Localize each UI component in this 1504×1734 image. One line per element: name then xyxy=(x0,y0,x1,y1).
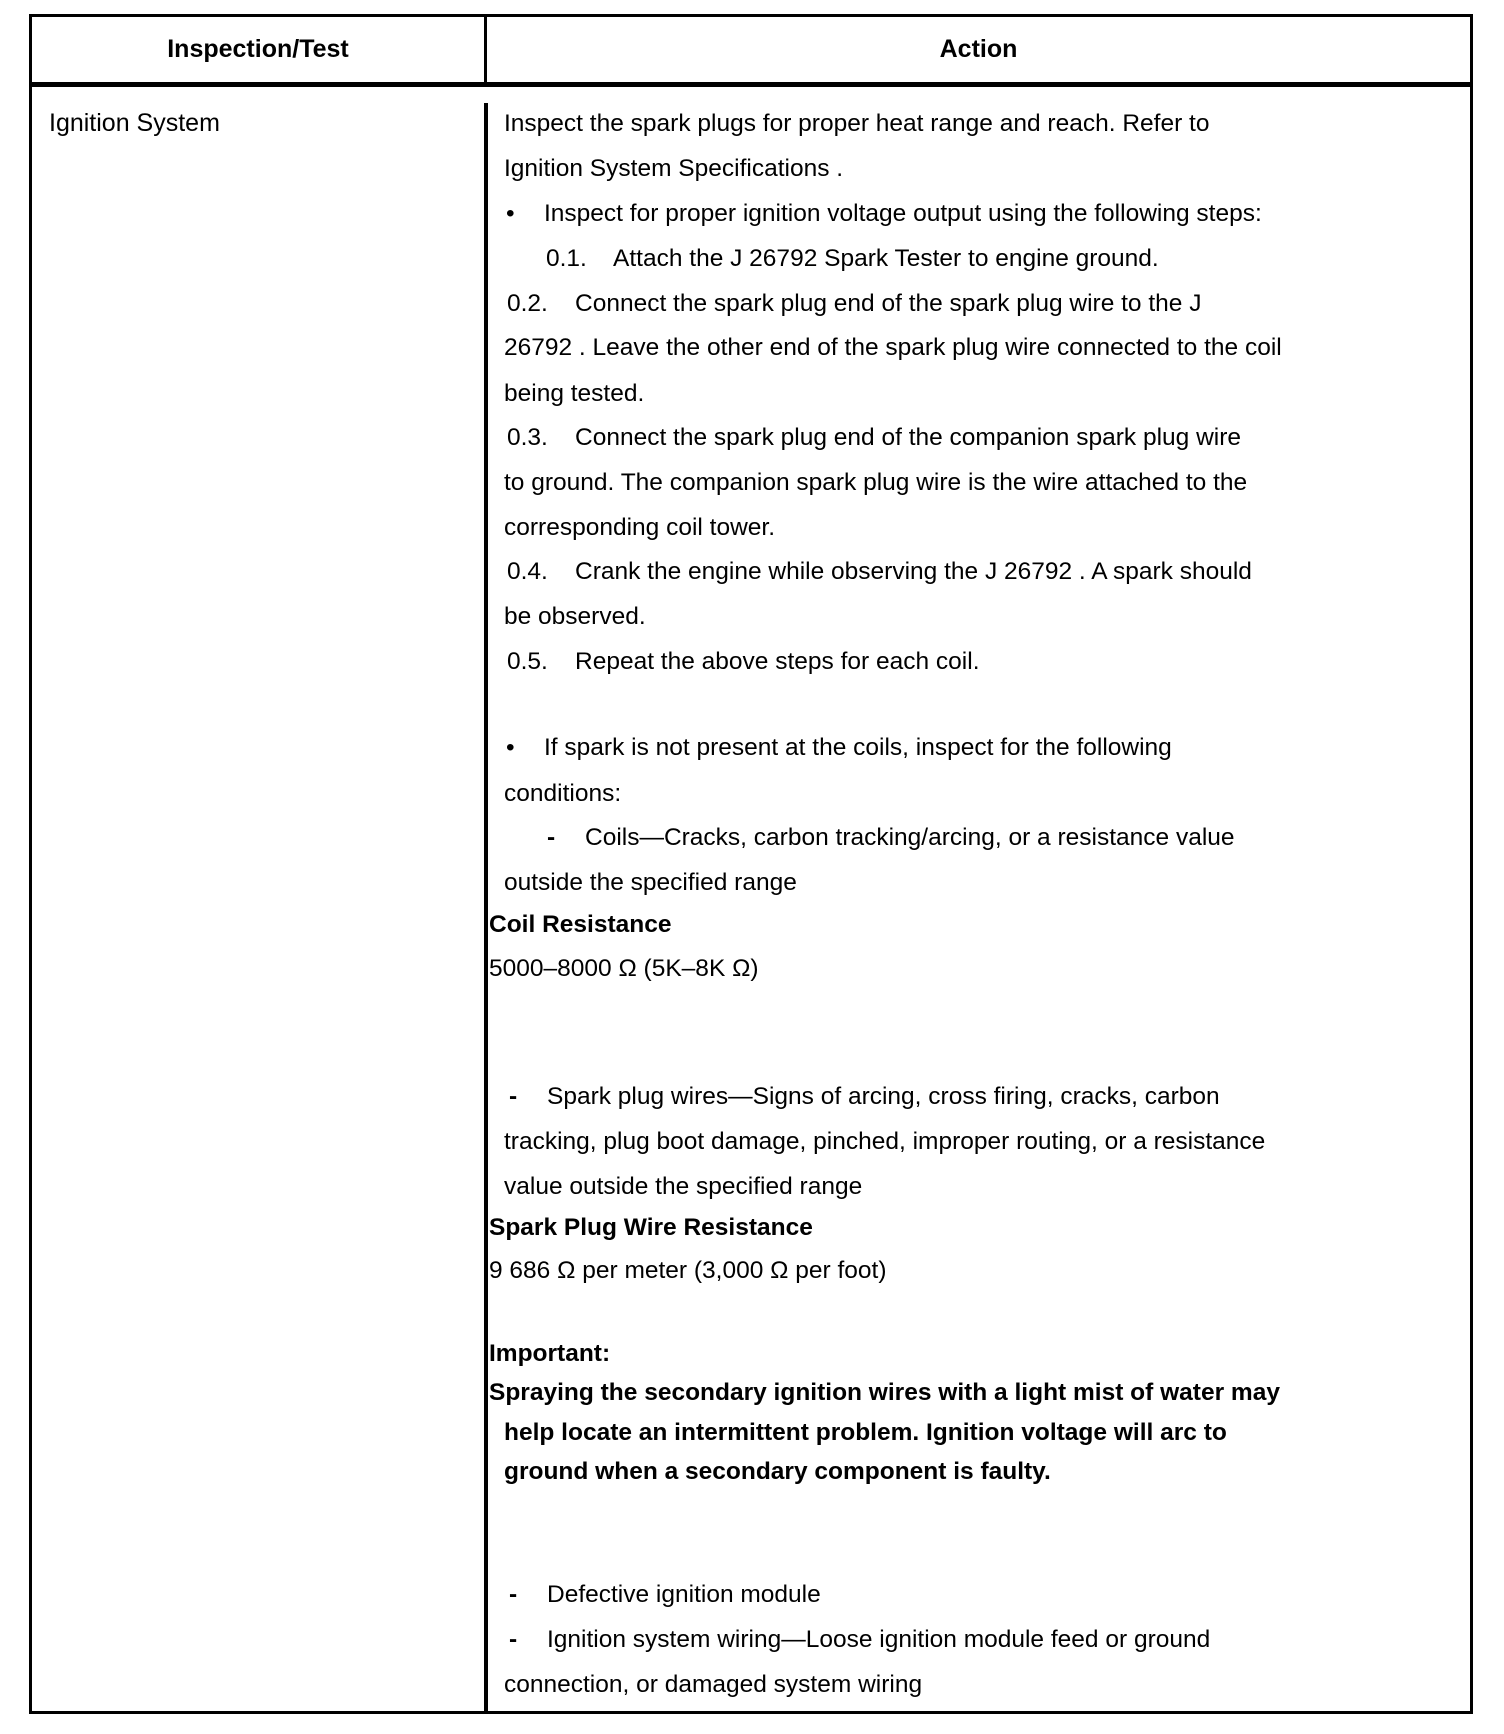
step-text: 26792 . Leave the other end of the spark plug wire connected to the coil xyxy=(504,334,1282,361)
inspection-cell: Ignition System xyxy=(49,109,220,137)
bullet-text: Inspect for proper ignition voltage output using the following steps: xyxy=(544,200,1262,227)
step-text: be observed. xyxy=(504,603,646,630)
step-text: being tested. xyxy=(504,380,645,407)
step-text: Crank the engine while observing the J 26792 . A spark should xyxy=(575,558,1252,585)
header-action: Action xyxy=(939,35,1018,63)
bullet-text: If spark is not present at the coils, inspect for the following xyxy=(544,734,1172,761)
important-text: Spraying the secondary ignition wires with a light mist of water may xyxy=(489,1379,1280,1406)
step-text: Repeat the above steps for each coil. xyxy=(575,648,980,675)
important-text: ground when a secondary component is faulty. xyxy=(504,1458,1051,1485)
step-text: corresponding coil tower. xyxy=(504,514,776,541)
dash-marker: - xyxy=(547,824,556,851)
coil-resistance-value: 5000–8000 Ω (5K–8K Ω) xyxy=(489,955,759,982)
step-text: Attach the J 26792 Spark Tester to engine ground. xyxy=(613,245,1159,272)
bullet-marker: • xyxy=(506,734,515,761)
condition-text: connection, or damaged system wiring xyxy=(504,1671,923,1698)
table-header xyxy=(32,17,1470,87)
dash-marker: - xyxy=(509,1083,518,1110)
header-inspection-test: Inspection/Test xyxy=(167,35,349,63)
wire-resistance-value: 9 686 Ω per meter (3,000 Ω per foot) xyxy=(489,1257,887,1284)
condition-text: tracking, plug boot damage, pinched, improper routing, or a resistance xyxy=(504,1128,1266,1155)
dash-marker: - xyxy=(509,1626,518,1653)
condition-text: outside the specified range xyxy=(504,869,797,896)
step-number: 0.3. xyxy=(507,424,548,451)
condition-text: Defective ignition module xyxy=(547,1581,821,1608)
step-text: to ground. The companion spark plug wire is the wire attached to the xyxy=(504,469,1248,496)
intro-line: Ignition System Specifications . xyxy=(504,155,844,182)
column-divider xyxy=(484,103,488,1713)
step-number: 0.4. xyxy=(507,558,548,585)
condition-text: Coils—Cracks, carbon tracking/arcing, or a resistance value xyxy=(585,824,1235,851)
condition-text: Spark plug wires—Signs of arcing, cross firing, cracks, carbon xyxy=(547,1083,1220,1110)
intro-line: Inspect the spark plugs for proper heat range and reach. Refer to xyxy=(504,110,1210,137)
bullet-text: conditions: xyxy=(504,780,622,807)
coil-resistance-label: Coil Resistance xyxy=(489,911,672,938)
step-number: 0.5. xyxy=(507,648,548,675)
bullet-marker: • xyxy=(506,200,515,227)
condition-text: value outside the specified range xyxy=(504,1173,863,1200)
step-text: Connect the spark plug end of the spark plug wire to the J xyxy=(575,290,1202,317)
step-text: Connect the spark plug end of the companion spark plug wire xyxy=(575,424,1241,451)
important-text: help locate an intermittent problem. Ignition voltage will arc to xyxy=(504,1419,1227,1446)
condition-text: Ignition system wiring—Loose ignition module feed or ground xyxy=(547,1626,1211,1653)
wire-resistance-label: Spark Plug Wire Resistance xyxy=(489,1214,813,1241)
step-number: 0.2. xyxy=(507,290,548,317)
header-column-divider xyxy=(484,17,487,87)
important-label: Important: xyxy=(489,1340,611,1367)
step-number: 0.1. xyxy=(546,245,587,272)
dash-marker: - xyxy=(509,1581,518,1608)
inspection-table xyxy=(29,14,1473,1714)
